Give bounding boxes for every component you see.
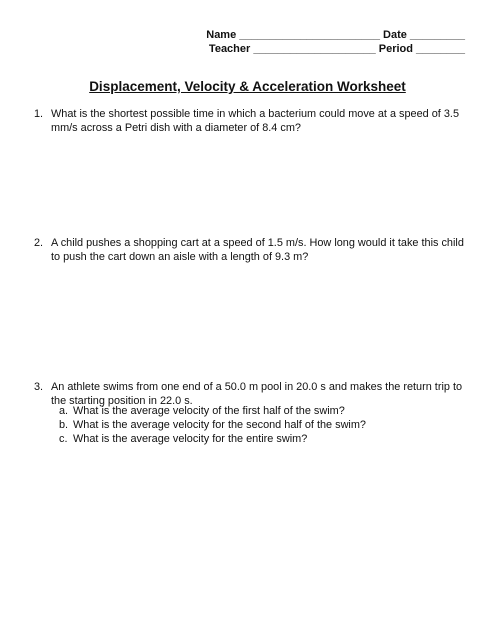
question-2	[34, 236, 474, 264]
subpart-letter: a.	[59, 405, 69, 417]
subpart-c	[59, 432, 479, 446]
question-3-subparts	[59, 404, 479, 446]
question-number: 1.	[34, 108, 44, 120]
subpart-letter: b.	[59, 419, 69, 431]
question-1	[34, 107, 474, 135]
teacher-period-line: Teacher ____________________ Period ________	[208, 43, 465, 55]
subpart-b	[59, 418, 479, 432]
question-text: A child pushes a shopping cart at a speed of 1.5 m/s. How long would it take this child to push the cart down an aisle with a length of 9.3 m?	[51, 237, 464, 263]
name-date-line: Name _______________________ Date _________	[206, 29, 465, 41]
question-number: 3.	[34, 381, 44, 393]
question-text: An athlete swims from one end of a 50.0 m pool in 20.0 s and makes the return trip to the starting position in 22.0 s.	[51, 381, 463, 407]
subpart-letter: c.	[59, 433, 68, 445]
worksheet-title: Displacement, Velocity & Acceleration Worksheet	[89, 79, 406, 94]
subpart-a	[59, 404, 479, 418]
subpart-text: What is the average velocity for the second half of the swim?	[73, 419, 366, 431]
question-number: 2.	[34, 237, 44, 249]
subpart-text: What is the average velocity of the first half of the swim?	[73, 405, 345, 417]
question-text: What is the shortest possible time in which a bacterium could move at a speed of 3.5 mm/s across a Petri dish with a diameter of 8.4 cm?	[51, 108, 460, 134]
subpart-text: What is the average velocity for the entire swim?	[73, 433, 308, 445]
